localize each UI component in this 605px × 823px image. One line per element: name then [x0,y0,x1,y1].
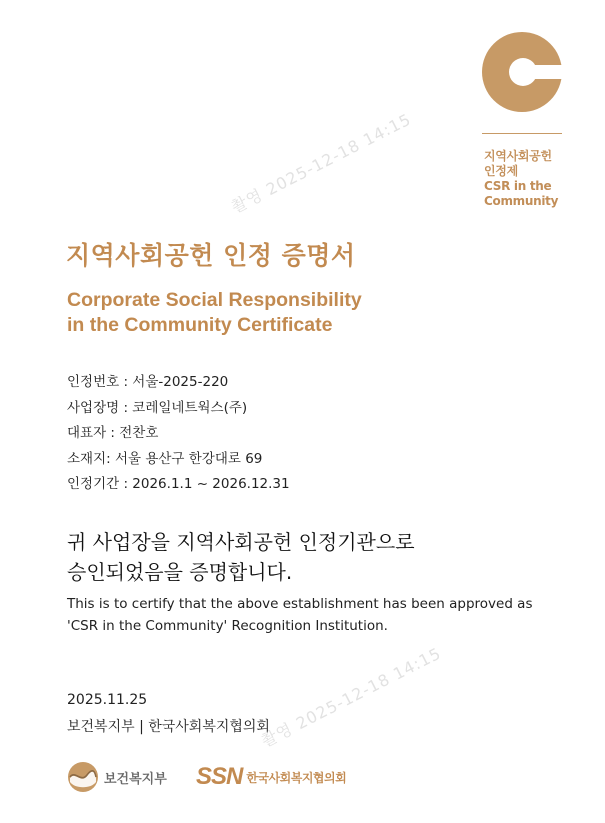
declaration-korean [67,527,415,587]
declaration-english-line: 'CSR in the Community' Recognition Institution. [67,618,388,634]
certificate-title-english-line: Corporate Social Responsibility [67,289,362,311]
ssn-logo [196,761,346,793]
representative: 대표자 : 전찬호 [67,425,159,441]
certificate-title-english [67,288,362,338]
certification-number: 인정번호 : 서울-2025-220 [67,374,229,390]
issuing-organizations: 보건복지부 | 한국사회복지협의회 [67,719,270,735]
certification-period: 인정기간 : 2026.1.1 ~ 2026.12.31 [67,476,290,492]
logo-caption-line: CSR in the [484,179,552,193]
photo-timestamp-watermark: 촬영 2025-12-18 14:15 [228,109,415,217]
ssn-mark: SSN [196,763,243,790]
photo-timestamp-watermark: 촬영 2025-12-18 14:15 [258,643,445,751]
business-name: 사업장명 : 코레일네트웍스(주) [67,399,248,416]
csr-community-c-logo [482,32,562,112]
logo-caption-line: 인정제 [484,164,518,178]
ministry-logo-name: 보건복지부 [104,771,167,787]
logo-divider [482,133,562,134]
certificate-details [67,373,290,501]
logo-caption-line: Community [484,194,559,208]
ssn-logo-name: 한국사회복지협의회 [246,770,347,785]
declaration-korean-line: 승인되었음을 증명합니다. [67,560,293,584]
issue-date: 2025.11.25 [67,692,148,708]
certificate-title-korean: 지역사회공헌 인정 증명서 [66,241,356,270]
address: 소재지: 서울 용산구 한강대로 69 [67,450,263,467]
logo-caption [484,149,594,209]
declaration-english-line: This is to certify that the above establishment has been approved as [67,596,533,612]
certificate-title-english-line: in the Community Certificate [67,314,333,336]
declaration-korean-line: 귀 사업장을 지역사회공헌 인정기관으로 [67,530,415,554]
ministry-emblem-icon [67,761,99,793]
declaration-english [67,593,533,637]
ministry-logo [67,761,167,793]
logo-caption-line: 지역사회공헌 [484,149,552,163]
